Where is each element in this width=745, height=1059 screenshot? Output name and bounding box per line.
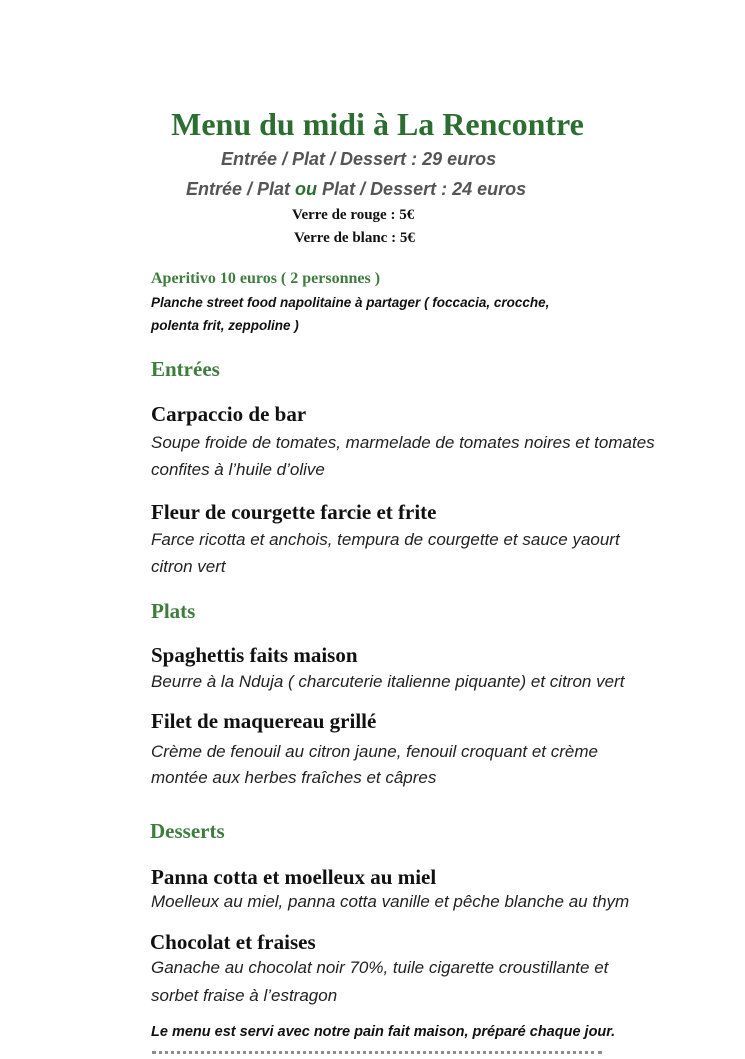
wine-white-price: Verre de blanc : 5€ [294,230,415,246]
formula-partial-b: Plat / Dessert : 24 euros [317,179,527,199]
dish-name: Filet de maquereau grillé [151,709,377,733]
aperitivo-desc-line-1: Planche street food napolitaine à partager ( foccacia, crocche, [151,295,550,310]
section-title-entrees: Entrées [151,357,220,381]
dish-name: Carpaccio de bar [151,402,307,426]
dish-description-line: citron vert [151,557,226,576]
dish-description-line: Farce ricotta et anchois, tempura de courgette et sauce yaourt [151,530,620,549]
formula-partial-price [186,179,526,200]
bread-note: Le menu est servi avec notre pain fait maison, préparé chaque jour. [151,1024,616,1040]
menu-title: Menu du midi à La Rencontre [171,106,584,142]
formula-or: ou [295,179,318,199]
formula-full-price: Entrée / Plat / Dessert : 29 euros [221,149,497,169]
cut-off-text-line [152,1051,602,1058]
section-title-desserts: Desserts [150,819,225,843]
dish-description-line: Beurre à la Nduja ( charcuterie italienne piquante) et citron vert [151,672,625,691]
dish-description-line: sorbet fraise à l’estragon [151,986,338,1005]
wine-red-price: Verre de rouge : 5€ [292,207,415,223]
aperitivo-title: Aperitivo 10 euros ( 2 personnes ) [151,270,381,287]
dish-name: Fleur de courgette farcie et frite [151,500,437,524]
section-title-plats: Plats [151,599,196,623]
dish-description-line: confites à l’huile d’olive [151,460,325,479]
dish-description-line: montée aux herbes fraîches et câpres [151,768,437,787]
aperitivo-desc-line-2: polenta frit, zeppoline ) [151,318,299,333]
dish-name: Panna cotta et moelleux au miel [151,865,437,889]
dish-description-line: Moelleux au miel, panna cotta vanille et pêche blanche au thym [151,892,630,911]
dish-name: Spaghettis faits maison [151,643,358,667]
formula-partial-a: Entrée / Plat [186,179,296,199]
dish-description-line: Soupe froide de tomates, marmelade de tomates noires et tomates [151,433,655,452]
dish-name: Chocolat et fraises [150,930,316,954]
dish-description-line: Ganache au chocolat noir 70%, tuile cigarette croustillante et [151,958,609,977]
dish-description-line: Crème de fenouil au citron jaune, fenouil croquant et crème [151,742,598,761]
